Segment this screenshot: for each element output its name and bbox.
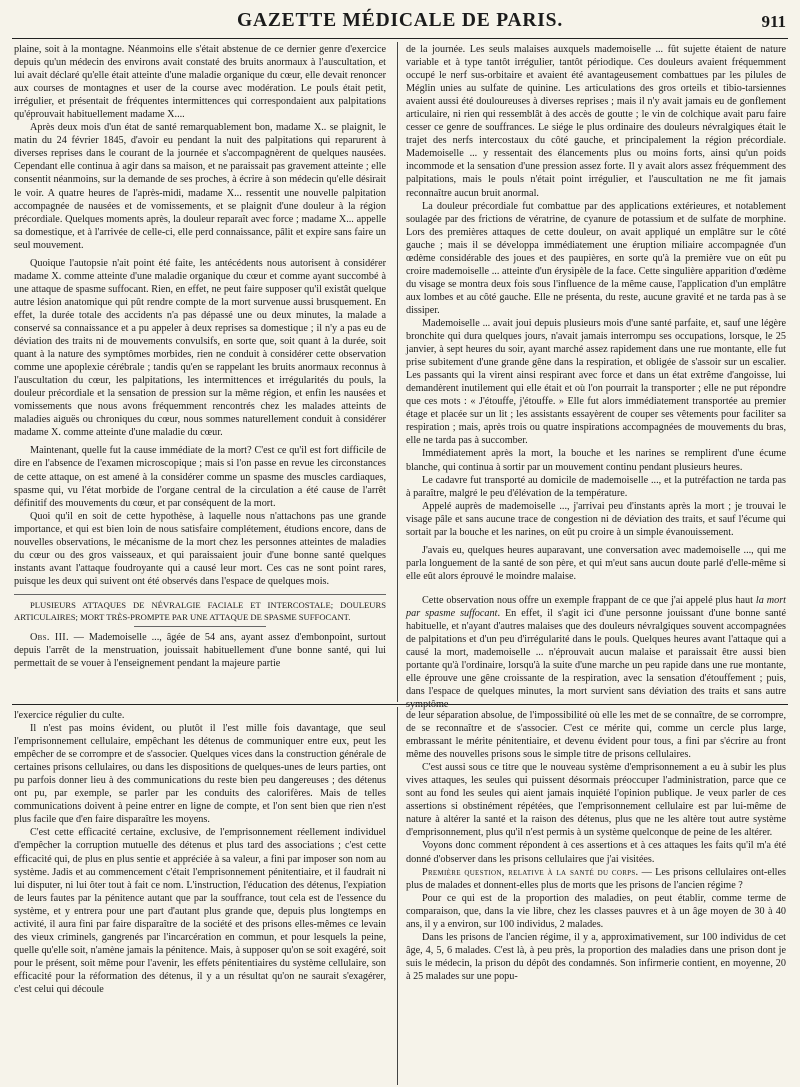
- paragraph: Immédiatement après la mort, la bouche et les narines se remplirent d'une écume blanche, qui continua à sortir par un mouvement continu pendant plusieurs heures.: [406, 448, 786, 473]
- page-number: 911: [761, 12, 786, 31]
- paragraph: Voyons donc comment répondent à ces assertions et à ces attaques les faits qu'il m'a été donné d'observer dans les prisons cellulaires que j'ai visitées.: [406, 840, 786, 865]
- paragraph: de la journée. Les seuls malaises auxquels mademoiselle ... fût sujette étaient de nature variable et à type tantôt irrégulier, tantôt périodique. Ces douleurs avaient fréquemment occupé le nerf sus-orbitaire et avaient été avantageusement combattues par les pilules de Méglin unies au sulfate de quinine. Les articulations des gros orteils et tibio-tarsiennes avaient aussi été douloureuses à diverses reprises ; mais il n'y avait jamais eu de gonflement articulaire, ni rien qui ressemblât à des accès de goutte ; le vin de colchique avait paru faire cesser ce genre de souffrances. Le siége le plus ordinaire des douleurs névralgiques était le trajet des nerfs intercostaux du côté gauche, et principalement la région précordiale. Mademoiselle ... y ressentait des élancements plus ou moins forts, ainsi qu'un poids incommode et la sensation d'une pression assez forte. Il y avait alors assez fréquemment des palpitations, mais le pouls n'était point irrégulier, et l'auscultation ne me fit jamais reconnaître aucun bruit anormal.: [406, 44, 786, 199]
- paragraph: Pour ce qui est de la proportion des maladies, on peut établir, comme terme de comparaison, que, dans la vie libre, chez les classes pauvres et à un âge moyen de 30 à 40 ans, il y a environ, sur 100 individus, 2 malades.: [406, 892, 786, 930]
- paragraph: C'est aussi sous ce titre que le nouveau système d'emprisonnement a eu à subir les plus vives attaques, les seules qui puissent désormais préoccuper l'administration, parce que ce sont au fond les seules qui aient jamais inquiété l'opinion publique. Je veux parler de ces assertions si obstinément répétées, que l'emprisonnement cellulaire est par lui-même de nature à altérer la santé et la raison des détenus, plus que ne les altère tout autre système d'emprisonnement, plus qu'il n'est permis à un système quelconque de peine de les altérer.: [406, 762, 786, 839]
- upper-left-column: [14, 43, 386, 699]
- journal-title: GAZETTE MÉDICALE DE PARIS.: [237, 10, 563, 31]
- emphasis-text: la mort par spasme suffocant: [406, 594, 786, 619]
- upper-right-column: [406, 43, 786, 711]
- lower-left-column: [14, 709, 386, 1083]
- column-divider: [397, 42, 398, 702]
- paragraph: plaine, soit à la montagne. Néanmoins elle s'était abstenue de ce dernier genre d'exercice depuis qu'un médecin des environs avait constaté des bruits anormaux à l'auscultation, et lui avait déclaré qu'elle était atteinte d'une maladie organique du cœur, elle devait renoncer aux courses de montagnes et user de la course avec modération. Le pouls était petit, irrégulier, et présentait de fréquentes intermittences qui correspondaient aux palpitations qu'éprouvait habituellement madame X....: [14, 44, 386, 121]
- feuilleton-rule: [12, 704, 788, 705]
- observation-text: — Mademoiselle ..., âgée de 54 ans, ayant assez d'embonpoint, surtout depuis l'arrêt de la menstruation, jouissait habituellement d'une bonne santé, qui lui permettait de se vouer à l'enseignement pendant la majeure partie: [14, 631, 386, 670]
- question-paragraph: [406, 866, 786, 892]
- question-label: Première question, relative à la santé du corps.: [422, 866, 639, 878]
- section-rule: [134, 626, 266, 627]
- text-run: . En effet, il s'agit ici d'une personne jouissant d'une bonne santé habituelle, et n'ayant d'autres malaises que des douleurs névralgiques souvent accompagnées de palpitations et d'un peu d'irrégularité dans le pouls. Quelques heures avant l'attaque qui a causé la mort, mademoiselle ... n'éprouvait aucun malaise et paraissait être aussi bien portante qu'à l'ordinaire, lorsqu'à la suite d'une marche un peu rapide dans une rue montante, elle éprouve une gêne croissante de la respiration, avec la sensation d'étouffement ; puis, dans l'espace de quelques minutes, la mort survient sans déviation des traits et sans autre symptôme: [406, 607, 786, 711]
- header-rule: [12, 38, 788, 39]
- paragraph: de leur séparation absolue, de l'impossibilité où elle les met de se connaître, de se corrompre, de se reconnaître et de s'associer. C'est ce mérite qui, comme un cercle plus large, embrassant le mérite pénitentiaire, et devenu évident pour tous, a fini par s'écrire au front même des nouvelles prisons sous le simple titre de prisons cellulaires.: [406, 710, 786, 761]
- paragraph: C'est cette efficacité certaine, exclusive, de l'emprisonnement réellement individuel d'empêcher la corruption mutuelle des détenus et plus tard des associations ; c'est cette efficacité qui, de plus en plus sentie et appréciée à sa valeur, a fini par imposer son nom au système. Jadis et au commencement c'était l'emprisonnement pénitentiaire, et il faudrait ni lui disputer, ni lui ôter tout à fait ce nom. L'instruction, l'éducation des détenus, l'expiation de leurs fautes par la pénitence autant que par la souffrance, tout cela est de l'essence du système, et y entrera pour une part d'autant plus grande que, depuis plus longtemps en activité, il aura fini par faire disparaître de la société et des prisons elles-mêmes ce levain des vieux criminels, gangrenés par l'incarcération en commun, et pour lesquels la peine, quelle qu'elle soit, n'amène jamais la pénitence. Mais, à supposer qu'on se soit exagéré, soit pour le présent, soit même pour l'avenir, les effets pénitentiaires du système cellulaire, son efficacité pour la réformation des détenus, il y a un résultat qu'on ne saurait s'exagérer, c'est celui qui découle: [14, 827, 386, 995]
- paragraph: Le cadavre fut transporté au domicile de mademoiselle ..., et la putréfaction ne tarda pas à paraître, malgré le peu d'élévation de la température.: [406, 474, 786, 499]
- paragraph: La douleur précordiale fut combattue par des applications extérieures, et notablement soulagée par des frictions de vératrine, de cyanure de potassium et de sulfate de morphine. Lors des premières attaques de cette douleur, on avait appliqué un emplâtre sur le côté gauche ; mais il se développa immédiatement une éruption miliaire accompagnée d'un œdème considérable des joues et des paupières, en sorte qu'à la première vue on eût pu croire mademoiselle ... atteinte d'un érysipèle de la face. Cette singulière apparition d'œdème du visage se montra deux fois sous l'influence de la même cause, l'application d'un emplâtre aux lombes et au côté gauche. Elle ne présenta, du reste, aucune gravité et ne tarda pas à se dissiper.: [406, 200, 786, 316]
- question-text: — Les prisons cellulaires ont-elles plus de malades et donnent-elles plus de morts que les prisons de l'ancien régime ?: [406, 866, 786, 891]
- section-rule: [14, 594, 386, 595]
- paragraph: Mademoiselle ... avait joui depuis plusieurs mois d'une santé parfaite, et, sauf une légère bronchite qui dura quelques jours, n'avait jamais interrompu ses occupations, lorsque, le 25 janvier, à sept heures du soir, ayant marché assez rapidement dans une rue montante, elle fut prise subitement d'une grande gêne dans la respiration, et obligée de s'assoir sur un escalier. Les passants qui la virent ainsi respirant avec force et dans un état extrême d'angoisse, lui demandèrent inutilement qui elle était et où l'on pourrait la transporter ; elle ne put répondre que ces mots : « J'étouffe, j'étouffe. » Elle fut alors immédiatement transportée au premier étage et placée sur un lit ; les assistants essayèrent de couper ses vêtements pour faciliter sa respiration ; mais, après trois ou quatre inspirations accompagnées de mouvements du bras, elle ne tarda pas à succomber.: [406, 317, 786, 447]
- paragraph: Quoi qu'il en soit de cette hypothèse, à laquelle nous n'attachons pas une grande importance, et qui est bien loin de nous satisfaire complétement, étudions encore, dans de nouvelles observations, le mécanisme de la mort chez les personnes atteintes de maladies du cœur ou des gros vaisseaux, et qui paraissaient jouir d'une bonne santé quelques instants avant l'attaque foudroyante qui a causé leur mort. Ces cas ne sont point rares, puisque les deux qui suivent ont été observés dans l'espace de quelques mois.: [14, 510, 386, 587]
- paragraph: Quoique l'autopsie n'ait point été faite, les antécédents nous autorisent à considérer madame X. comme atteinte d'une maladie organique du cœur et comme ayant succombé à une attaque de spasme suffocant. Rien, en effet, ne peut faire supposer qu'il existât quelque autre lésion anatomique qui pût rendre compte de la mort survenue aussi brusquement. En effet, la durée totale des accidents n'a pas dépassé une ou deux minutes, la malade a conservé sa connaissance et a pu appeler à deux reprises sa domestique ; il n'y a pas eu de déviation des traits ni de mouvements convulsifs, en sorte que, soit quant à la durée, soit quant à la nature des symptômes morbides, rien ne conduit à considérer cette observation comme une apoplexie cérébrale ; tandis qu'en se rappelant les bruits anormaux reconnus à l'auscultation du cœur, les palpitations, les intermittences et irrégularités du pouls, la douleur précordiale et la sensation de pression sur la même région, et enfin les nausées et vomissements que nous avons fréquemment rencontrés chez les malades atteints de maladies aiguës ou chroniques du cœur, nous sommes naturellement conduit à considérer madame X. comme atteinte d'une maladie du cœur.: [14, 257, 386, 439]
- paragraph: l'exercice régulier du culte.: [14, 710, 125, 721]
- paragraph: Dans les prisons de l'ancien régime, il y a, approximativement, sur 100 individus de cet âge, 4, 5, 6 malades. C'est là, à peu près, la proportion des maladies dans une prison dont je suis le médecin, la prison du dépôt des condamnés. Son infirmerie contient, en moyenne, 20 à 25 malades sur une popu-: [406, 931, 786, 982]
- paragraph: Après deux mois d'un état de santé remarquablement bon, madame X.. se plaignit, le matin du 24 février 1845, d'avoir eu pendant la nuit des palpitations qui reparurent à diverses reprises dans le courant de la journée et s'accompagnèrent de quelques nausées. Cependant elle continua à agir dans sa maison, et ne paraissait pas gravement atteinte ; elle consentit néanmoins, sur la demande de ses proches, à écrire à son médecin qu'elle désirait le voir. A quatre heures de l'après-midi, madame X... ressentit une nouvelle palpitation accompagnée de nausées et de vomissements, et se plaignit d'une douleur à la région précordiale. Quelques moments après, la douleur reparaît avec force ; madame X... appelle sa domestique, et à l'arrivée de celle-ci, elle perd connaissance, pâlit et expire sans faire un seul mouvement.: [14, 122, 386, 251]
- paragraph: Appelé auprès de mademoiselle ..., j'arrivai peu d'instants après la mort ; je trouvai le visage pâle et sans aucune trace de congestion ni de déviation des traits, et sauf l'écume qui sortait par la bouche et les narines, on eût pu croire à un simple évanouissement.: [406, 500, 786, 538]
- lower-right-column: [406, 709, 786, 1083]
- paragraph: Maintenant, quelle fut la cause immédiate de la mort? C'est ce qu'il est fort difficile de dire en l'absence de l'examen microscopique ; mais si l'on passe en revue les circonstances de cette attaque, on est amené à la considérer comme un spasme des muscles cardiaques, spasme qui, vu l'état morbide de l'organe central de la circulation a été cause de l'arrêt définitif des mouvements du cœur, et par conséquent de la mort.: [14, 445, 386, 509]
- paragraph: Il n'est pas moins évident, ou plutôt il l'est mille fois davantage, que seul l'emprisonnement cellulaire, empêchant les détenus de communiquer entre eux, peut les empêcher de se corrompre et de s'associer. Quelques vices dans la construction générale de certaines prisons cellulaires, ou dans les dispositions de quelques-unes de leurs parties, ont pu parfois donner lieu à des communications du reste bien peu dangereuses ; des détenus ont pu, par exemple, se parler par les conduits des calorifères. Mais de telles communications doivent à peine entrer en ligne de compte, et l'on sent bien que rien n'est plus facile que d'en faire disparaître les moyens.: [14, 723, 386, 826]
- paragraph: [406, 594, 786, 711]
- observation-paragraph: [14, 631, 386, 670]
- section-heading: PLUSIEURS ATTAQUES DE NÉVRALGIE FACIALE ET INTERCOSTALE; DOULEURS ARTICULAIRES; MORT TRÈS-PROMPTE PAR UNE ATTAQUE DE SPASME SUFFOCANT.: [14, 599, 386, 622]
- paragraph: J'avais eu, quelques heures auparavant, une conversation avec mademoiselle ..., qui me parla longuement de la santé de son père, et qui m'eut sans aucun doute parlé d'elle-même si elle eût alors éprouvé le moindre malaise.: [406, 544, 786, 582]
- page-header: [12, 4, 788, 40]
- observation-label: Obs. III.: [30, 631, 69, 643]
- text-run: Cette observation nous offre un exemple frappant de ce que j'ai appelé plus haut: [422, 594, 756, 606]
- column-divider: [397, 707, 398, 1085]
